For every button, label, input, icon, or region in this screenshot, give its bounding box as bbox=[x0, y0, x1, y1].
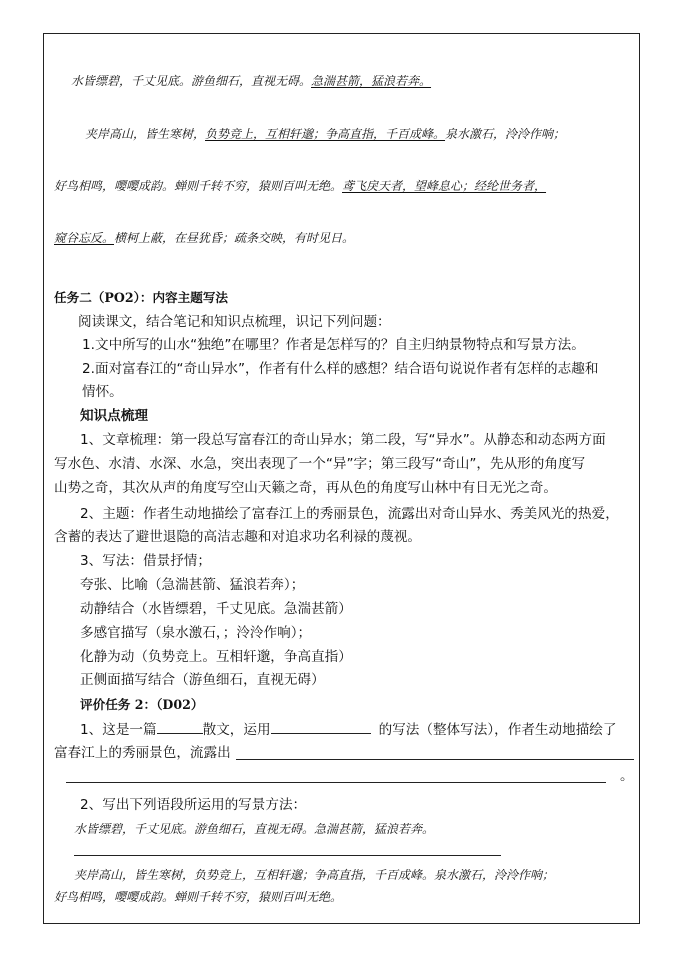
q1-text: 1、这是一篇 bbox=[80, 722, 157, 738]
blank-field[interactable] bbox=[157, 719, 203, 734]
method-item: 动静结合（水皆缥碧，千丈见底。急湍甚箭） bbox=[80, 601, 352, 617]
evaluation-q2: 2、写出下列语段所运用的写景方法： bbox=[80, 797, 307, 813]
task2-instruction: 阅读课文，结合笔记和知识点梳理，识记下列问题： bbox=[78, 314, 391, 330]
answer-line[interactable] bbox=[66, 782, 606, 783]
passage-text: 泉水激石，泠泠作响； bbox=[445, 127, 566, 141]
evaluation-q1 bbox=[80, 719, 616, 740]
method-item: 化静为动（负势竞上。互相轩邈，争高直指） bbox=[80, 649, 352, 665]
passage-text: 好鸟相鸣，嘤嘤成韵。蝉则千转不穷，猿则百叫无绝。 bbox=[54, 179, 343, 193]
evaluation-q1-line2: 富春江上的秀丽景色，流露出 bbox=[54, 745, 231, 761]
method-item: 多感官描写（泉水激石，；泠泠作响）； bbox=[80, 625, 312, 641]
q1-text: 的写法（整体写法），作者生动地描绘了 bbox=[378, 722, 617, 738]
task2-question-2-cont: 情怀。 bbox=[82, 384, 123, 400]
passage-line-1 bbox=[71, 72, 431, 90]
task2-heading: 任务二（PO2）：内容主题写法 bbox=[54, 290, 229, 305]
evaluation-q2-text-3: 好鸟相鸣，嘤嘤成韵。蝉则千转不穷，猿则百叫无绝。 bbox=[54, 890, 343, 904]
blank-field[interactable] bbox=[271, 719, 371, 734]
passage-line-2 bbox=[85, 125, 565, 143]
knowledge-heading: 知识点梳理 bbox=[80, 408, 148, 424]
passage-underlined: 急湍甚箭，猛浪若奔。 bbox=[311, 74, 432, 88]
passage-text: 水皆缥碧，千丈见底。游鱼细石，直视无碍。 bbox=[71, 74, 312, 88]
evaluation-heading: 评价任务 2：（D02） bbox=[80, 697, 204, 712]
task2-question-2: 2.面对富春江的“奇山异水”，作者有什么样的感想？结合语句说说作者有怎样的志趣和 bbox=[82, 361, 599, 377]
q1-text: 散文，运用 bbox=[202, 722, 271, 738]
evaluation-q2-text-1: 水皆缥碧，千丈见底。游鱼细石，直视无碍。急湍甚箭，猛浪若奔。 bbox=[74, 822, 435, 836]
method-item: 夸张、比喻（急湍甚箭、猛浪若奔）； bbox=[80, 577, 305, 593]
passage-text: 横柯上蔽，在昼犹昏；疏条交映，有时见日。 bbox=[114, 231, 355, 245]
answer-line[interactable] bbox=[236, 759, 634, 760]
knowledge-p2-line1: 2、主题：作者生动地描绘了富春江上的秀丽景色，流露出对奇山异水、秀美风光的热爱， bbox=[80, 506, 619, 522]
passage-text: 夹岸高山，皆生寒树， bbox=[85, 127, 206, 141]
passage-underlined: 鸢飞戾天者，望峰息心；经纶世务者， bbox=[342, 179, 547, 193]
method-item: 正侧面描写结合（游鱼细石，直视无碍） bbox=[80, 672, 325, 688]
evaluation-q1-end: 。 bbox=[620, 768, 634, 784]
evaluation-q2-text-2: 夹岸高山，皆生寒树，负势竞上，互相轩邈；争高直指，千百成峰。泉水激石，泠泠作响； bbox=[74, 868, 555, 882]
task2-question-1: 1.文中所写的山水“独绝”在哪里？作者是怎样写的？自主归纳景物特点和写景方法。 bbox=[82, 337, 585, 353]
passage-line-3 bbox=[54, 177, 546, 195]
knowledge-p1-line3: 山势之奇，其次从声的角度写空山天籁之奇，再从色的角度写山林中有日无光之奇。 bbox=[54, 480, 557, 496]
knowledge-p1-line2: 写水色、水清、水深、水急，突出表现了一个“异”字；第三段写“奇山”，先从形的角度写 bbox=[54, 456, 586, 472]
passage-line-4 bbox=[54, 229, 354, 247]
knowledge-p3: 3、写法：借景抒情； bbox=[80, 553, 211, 569]
answer-line[interactable] bbox=[74, 855, 501, 856]
knowledge-p2-line2: 含蓄的表达了避世退隐的高洁志趣和对追求功名利禄的蔑视。 bbox=[54, 529, 422, 545]
passage-underlined: 窥谷忘反。 bbox=[54, 231, 115, 245]
knowledge-p1-line1: 1、文章梳理：第一段总写富春江的奇山异水；第二段，写“异水”。从静态和动态两方面 bbox=[80, 432, 606, 448]
passage-underlined: 负势竞上，互相轩邈；争高直指，千百成峰。 bbox=[205, 127, 446, 141]
